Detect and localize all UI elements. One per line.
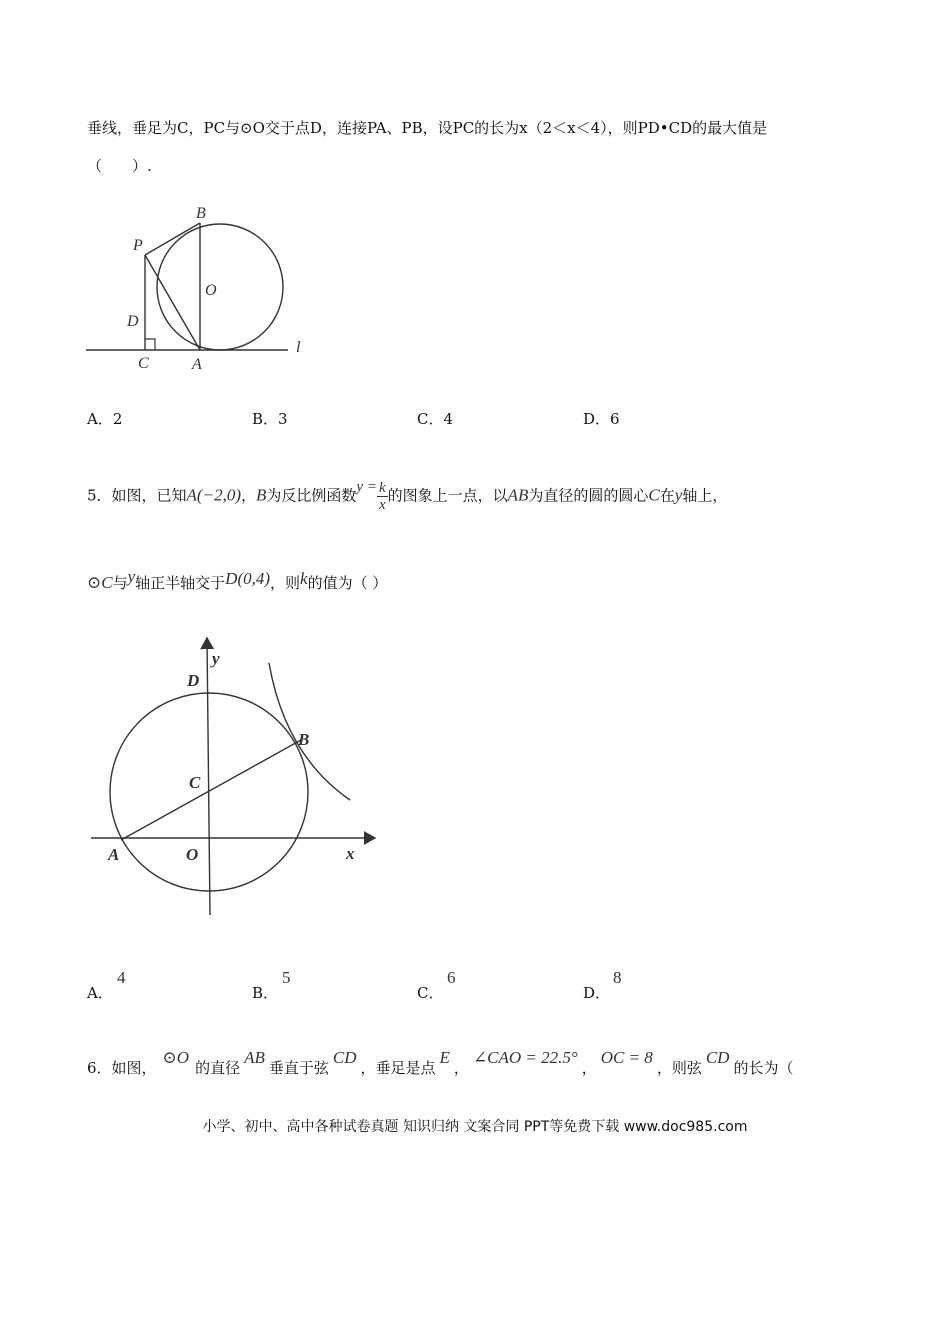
q4-text-line1: 垂线，垂足为C，PC与⊙O交于点D，连接PA、PB，设PC的长为x（2＜x＜4），则PD•CD的最大值是 [87, 119, 768, 137]
label-y: y [212, 649, 220, 668]
label-c: C [189, 773, 201, 792]
label-l: l [296, 339, 301, 356]
q5-line2-text-3: ，则 [270, 574, 301, 592]
q5-text-2: ， [240, 486, 256, 505]
q5-line2 [87, 567, 388, 593]
q6-chord-cd-2: CD [705, 1048, 730, 1067]
q5-circle-c: C [101, 573, 113, 592]
q6-chord-cd: CD [332, 1048, 357, 1067]
segment-pb [145, 223, 200, 255]
q5-point-b: B [256, 485, 267, 505]
q5-line2-y: y [127, 567, 136, 586]
q4-option-d: D．6 [583, 410, 620, 428]
label-b: B [298, 730, 310, 749]
q5-line2-text-4: 的值为（ ） [307, 574, 388, 592]
q5-eq-y: y = [356, 478, 377, 495]
label-b: B [196, 205, 206, 222]
q5-frac-num: k [378, 480, 386, 496]
q5-text-4: 的图象上一点，以 [387, 486, 508, 505]
q5-text-3: 为反比例函数 [266, 486, 357, 505]
label-a: A [108, 845, 120, 864]
q5-option-a-letter: A． [87, 984, 113, 1002]
q5-option-a-value: 4 [117, 968, 126, 987]
label-d: D [127, 313, 139, 330]
q6-oc-length: OC = 8 [600, 1048, 653, 1067]
q4-option-b: B．3 [252, 410, 288, 428]
page-footer: 小学、初中、高中各种试卷真题 知识归纳 文案合同 PPT等免费下载 www.doc985.com [202, 1119, 748, 1135]
q6-point-e: E [439, 1048, 450, 1067]
label-x: x [346, 844, 355, 863]
q6-text-3: 垂直于弦 [268, 1059, 329, 1077]
q6-text-5: ， [453, 1059, 469, 1077]
q5-text-6: 在 [659, 486, 675, 505]
q6-text-7: ，则弦 [656, 1059, 702, 1077]
q5-text-1: 5．如图，已知 [87, 486, 187, 505]
q6-text-8: 的长为（ [733, 1059, 794, 1077]
label-o: O [205, 282, 217, 299]
q5-option-c-value: 6 [447, 968, 456, 987]
q5-axis-y: y [674, 485, 683, 505]
q5-text-5: 为直径的圆的圆心 [528, 486, 649, 505]
q5-option-b-value: 5 [282, 968, 291, 987]
label-a: A [192, 356, 202, 373]
q6-angle-cao: ∠CAO = 22.5° [472, 1048, 578, 1067]
q6-text-2: 的直径 [195, 1059, 241, 1077]
label-c: C [138, 355, 149, 372]
q4-figure [80, 200, 320, 380]
label-o: O [186, 845, 199, 864]
q5-point-d: D(0,4) [225, 569, 271, 588]
q5-center-c: C [648, 485, 660, 505]
q5-odot-symbol: ⊙ [87, 573, 102, 592]
q5-option-b-letter: B． [252, 984, 279, 1002]
segment-pa [145, 255, 200, 350]
q5-text-7: 轴上， [682, 486, 728, 505]
y-axis [207, 638, 210, 915]
q6-diameter-ab: AB [244, 1048, 265, 1067]
q5-option-d-value: 8 [613, 968, 622, 987]
q5-k: k [300, 569, 308, 588]
q5-fraction [377, 480, 388, 513]
circle-o [157, 224, 283, 350]
q4-option-c: C．4 [417, 410, 454, 428]
label-d: D [187, 671, 200, 690]
q5-line1 [87, 480, 727, 513]
right-angle-mark [145, 339, 155, 350]
q5-point-a: A(−2,0) [186, 485, 241, 505]
q5-frac-den: x [378, 497, 386, 513]
q5-figure [85, 630, 385, 920]
q5-line2-text-1: 与 [112, 574, 128, 592]
label-p: P [133, 237, 143, 254]
q6-text-4: ，垂足是点 [360, 1059, 436, 1077]
q6-circle-o: ⊙O [162, 1048, 190, 1067]
q4-text-line2: （ ）. [87, 157, 152, 175]
q5-option-c-letter: C． [417, 984, 444, 1002]
hyperbola-curve [269, 663, 350, 800]
diameter-ab [121, 740, 301, 840]
q6-text-1: 6．如图， [87, 1059, 157, 1077]
q4-option-a: A．2 [87, 410, 123, 428]
q5-line2-text-2: 轴正半轴交于 [135, 574, 226, 592]
q6-line1 [87, 1048, 794, 1078]
q5-segment-ab: AB [507, 485, 529, 505]
q5-option-d-letter: D． [583, 984, 611, 1002]
q6-text-6: ， [581, 1059, 597, 1077]
